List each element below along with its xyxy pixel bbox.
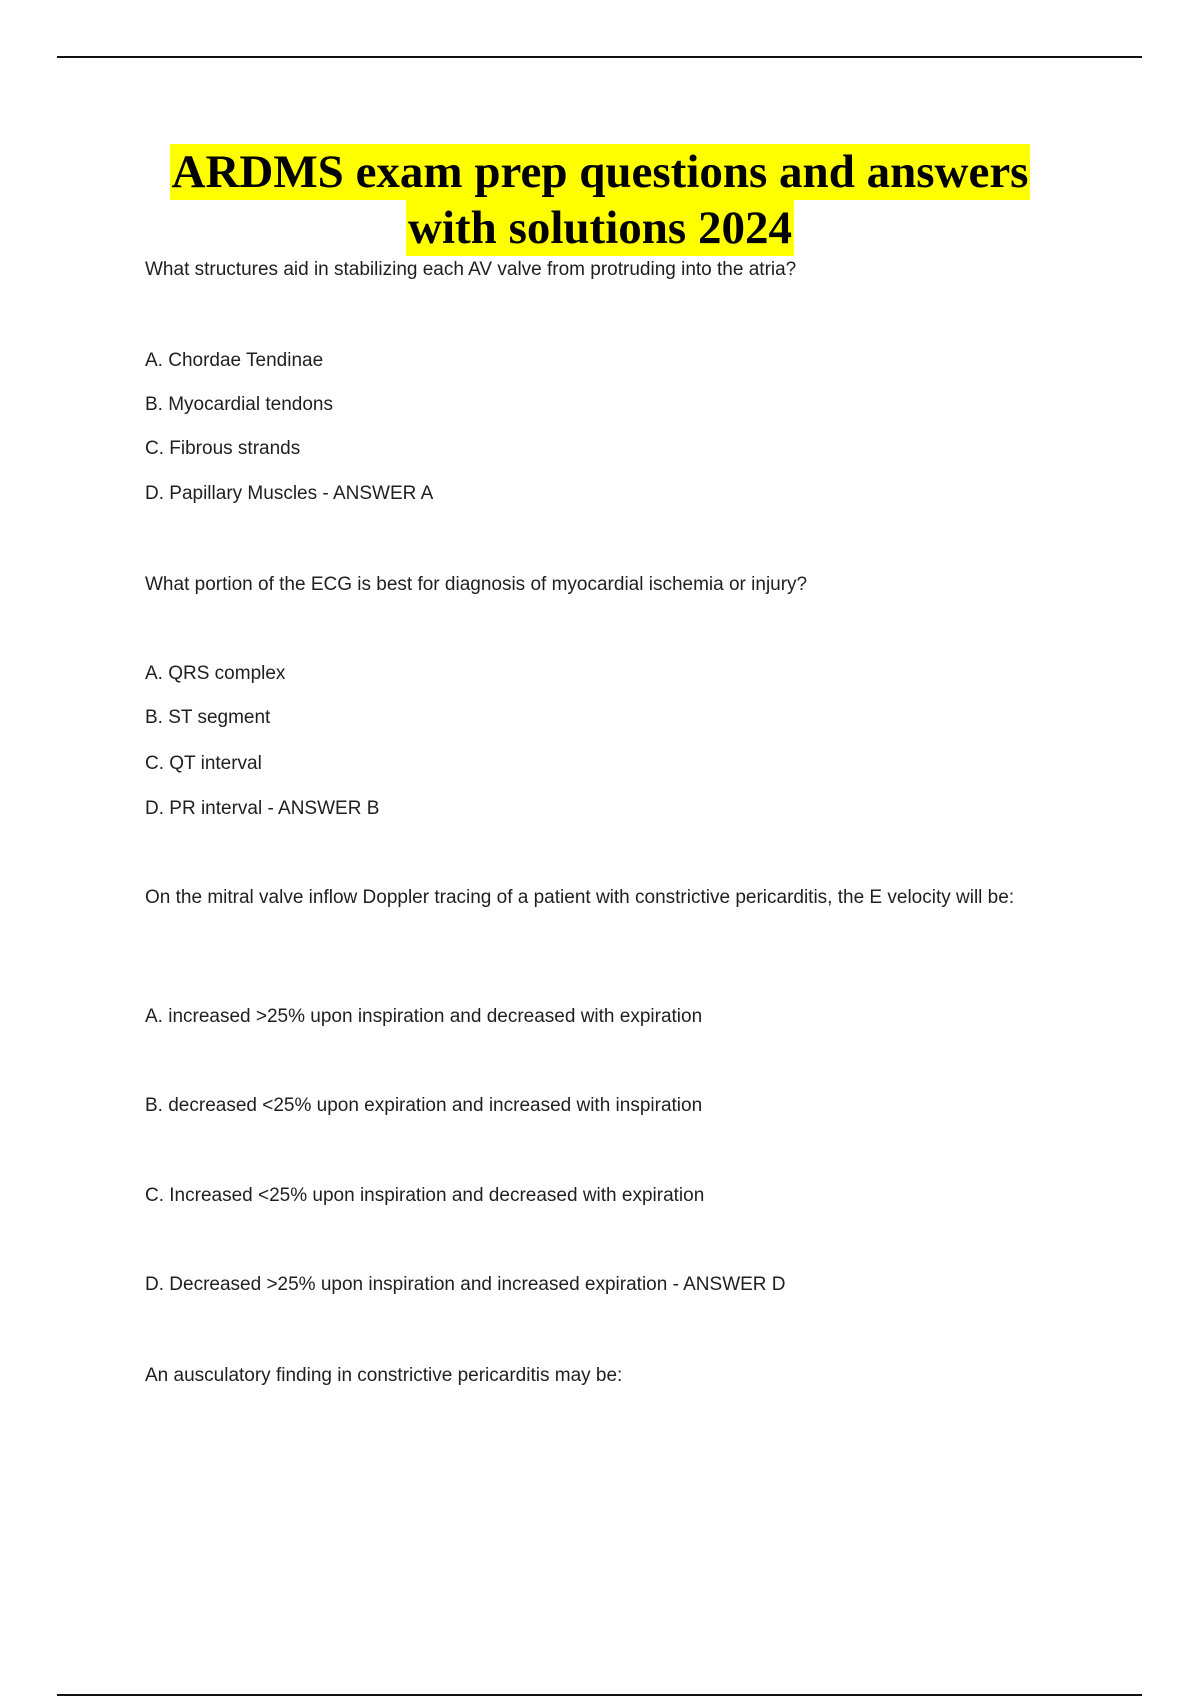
document-title bbox=[0, 144, 1200, 256]
question-2-option-c: C. QT interval bbox=[145, 753, 262, 774]
question-1-option-c: C. Fibrous strands bbox=[145, 438, 301, 459]
question-3-option-c: C. Increased <25% upon inspiration and decreased with expiration bbox=[145, 1185, 705, 1206]
question-1-option-a: A. Chordae Tendinae bbox=[145, 350, 324, 371]
question-2-option-a: A. QRS complex bbox=[145, 663, 286, 684]
question-1-option-b: B. Myocardial tendons bbox=[145, 394, 333, 415]
question-2-text: What portion of the ECG is best for diagnosis of myocardial ischemia or injury? bbox=[145, 574, 808, 595]
question-3-text: On the mitral valve inflow Doppler tracing of a patient with constrictive pericarditis, the E velocity will be: bbox=[145, 887, 1015, 908]
question-4-text: An ausculatory finding in constrictive pericarditis may be: bbox=[145, 1365, 623, 1386]
question-2-option-d: D. PR interval - ANSWER B bbox=[145, 798, 380, 819]
title-line-1: ARDMS exam prep questions and answers bbox=[171, 146, 1029, 198]
question-3-option-b: B. decreased <25% upon expiration and increased with inspiration bbox=[145, 1095, 703, 1116]
question-2-option-b: B. ST segment bbox=[145, 707, 271, 728]
bottom-rule bbox=[57, 1694, 1142, 1696]
question-1-option-d: D. Papillary Muscles - ANSWER A bbox=[145, 483, 434, 504]
question-3-option-a: A. increased >25% upon inspiration and decreased with expiration bbox=[145, 1006, 703, 1027]
top-rule bbox=[57, 56, 1142, 58]
title-line-2: with solutions 2024 bbox=[408, 202, 792, 254]
question-1-text: What structures aid in stabilizing each AV valve from protruding into the atria? bbox=[145, 259, 797, 280]
question-3-option-d: D. Decreased >25% upon inspiration and increased expiration - ANSWER D bbox=[145, 1274, 786, 1295]
